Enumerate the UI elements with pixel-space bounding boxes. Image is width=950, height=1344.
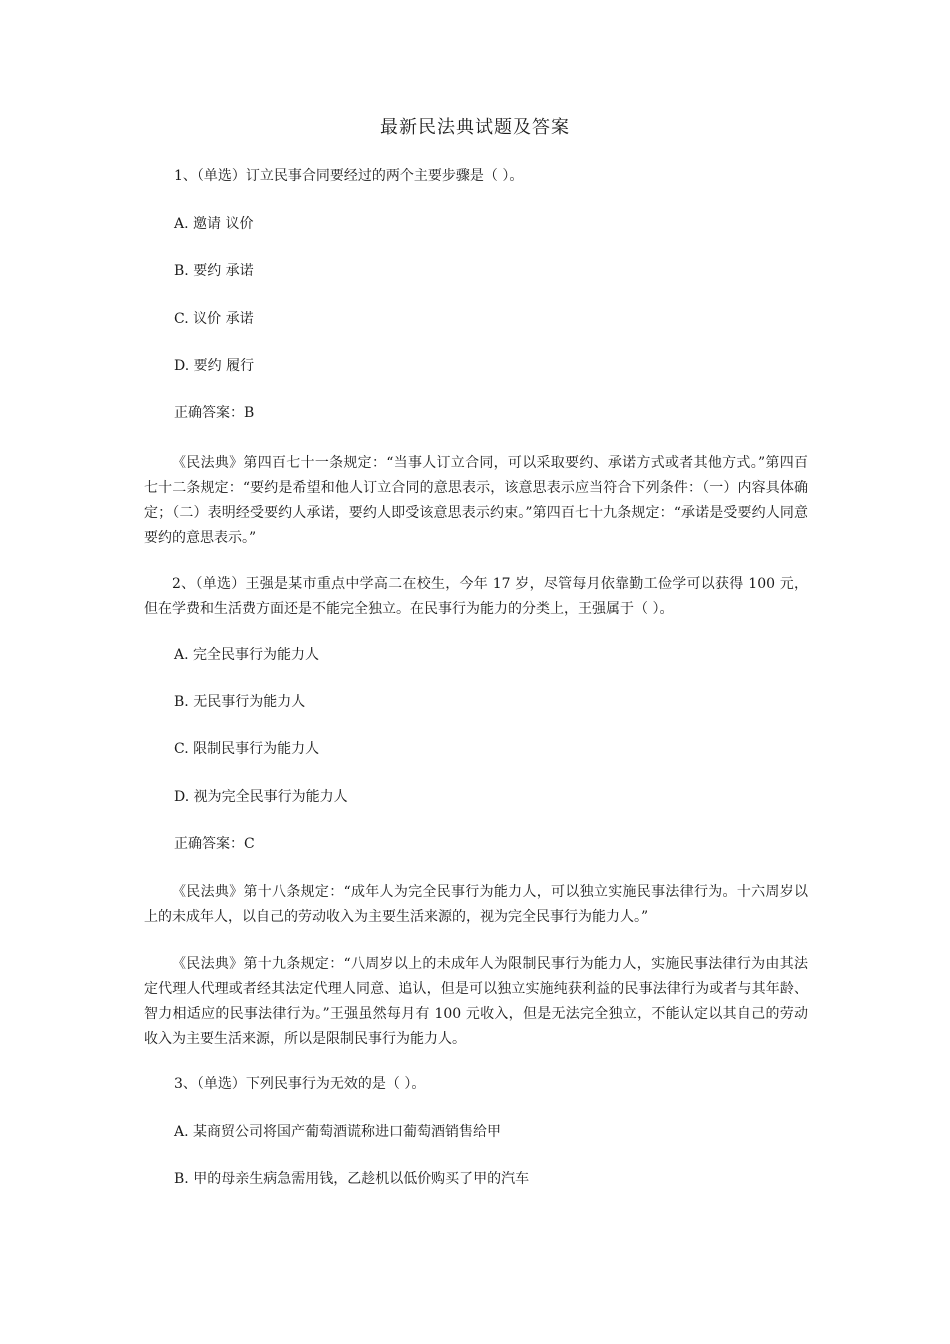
question-3-option-a: A. 某商贸公司将国产葡萄酒谎称进口葡萄酒销售给甲 [174,1124,502,1140]
question-1-option-c: C. 议价 承诺 [174,311,254,327]
question-2-option-c: C. 限制民事行为能力人 [174,741,320,757]
question-3-option-b: B. 甲的母亲生病急需用钱，乙趁机以低价购买了甲的汽车 [174,1171,530,1187]
question-2-option-a: A. 完全民事行为能力人 [174,647,320,663]
question-1-option-b: B. 要约 承诺 [174,263,254,279]
question-2-answer: 正确答案：C [174,836,255,852]
question-1-option-d: D. 要约 履行 [174,358,255,374]
question-2-stem: 2、（单选）王强是某市重点中学高二在校生，今年 17 岁，尽管每月依靠勤工俭学可以获得 100 元，但在学费和生活费方面还是不能完全独立。在民事行为能力的分类上，王强属于（ ）。 [144,576,808,617]
question-1-explanation: 《民法典》第四百七十一条规定：“当事人订立合同，可以采取要约、承诺方式或者其他方式。”第四百七十二条规定：“要约是希望和他人订立合同的意思表示，该意思表示应当符合下列条件：（一）内容具体确定；（二）表明经受要约人承诺，要约人即受该意思表示约束。”第四百七十九条规定：“承诺是受要约人同意要约的意思表示。” [144,455,808,546]
question-3-stem: 3、（单选）下列民事行为无效的是（ ）。 [174,1076,426,1092]
question-1-stem: 1、（单选）订立民事合同要经过的两个主要步骤是（ ）。 [174,168,524,184]
question-1-option-a: A. 邀请 议价 [174,216,254,232]
question-2-option-d: D. 视为完全民事行为能力人 [174,789,348,805]
question-2-explanation-1: 《民法典》第十八条规定：“成年人为完全民事行为能力人，可以独立实施民事法律行为。十六周岁以上的未成年人，以自己的劳动收入为主要生活来源的，视为完全民事行为能力人。” [144,884,808,925]
document-title: 最新民法典试题及答案 [380,117,570,138]
question-2-option-b: B. 无民事行为能力人 [174,694,306,710]
question-1-answer: 正确答案：B [174,405,255,421]
question-2-explanation-2: 《民法典》第十九条规定：“八周岁以上的未成年人为限制民事行为能力人，实施民事法律行为由其法定代理人代理或者经其法定代理人同意、追认，但是可以独立实施纯获利益的民事法律行为或者与其年龄、智力相适应的民事法律行为。”王强虽然每月有 100 元收入，但是无法完全独立，不能认定以其自己的劳动收入为主要生活来源，所以是限制民事行为能力人。 [144,956,808,1047]
